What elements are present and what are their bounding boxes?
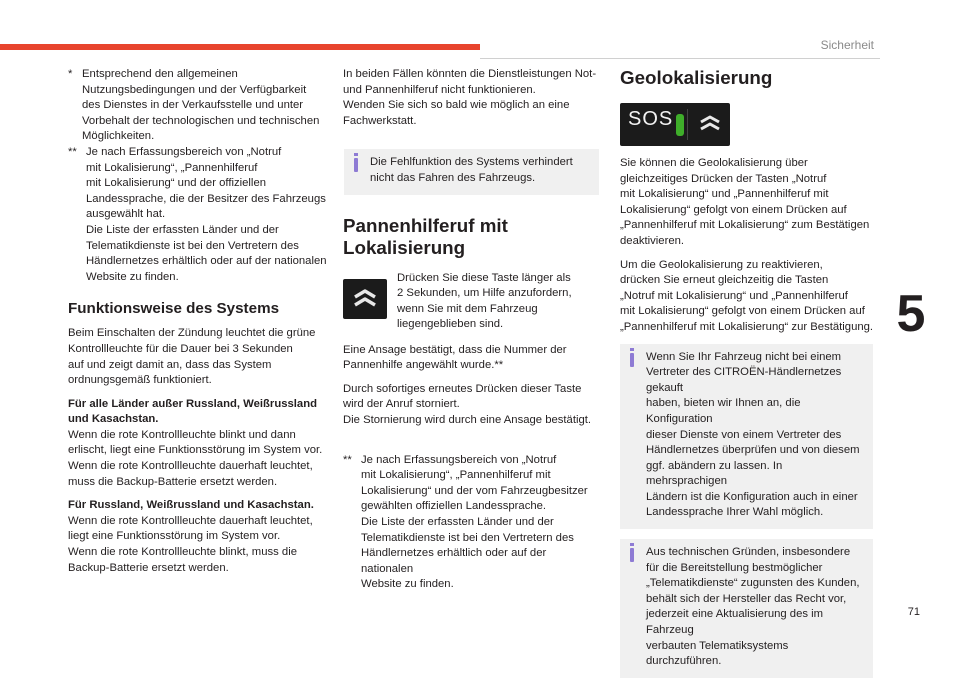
footnote-2 [68,145,333,285]
citroen-chevrons-icon [343,279,387,319]
info-icon [630,353,634,367]
info-icon [354,158,358,172]
text-line: Die Fehlfunktion des Systems verhindert [370,156,573,169]
text-line: wird der Anruf storniert. [343,398,460,411]
info-note [620,344,873,530]
text-line: deaktivieren. [620,234,685,247]
heading-pannenhilferuf: Pannenhilferuf mit Lokalisierung [343,214,508,258]
header-accent-bar [0,44,480,50]
text-line: drücken Sie erneut gleichzeitig die Tasten [620,274,829,287]
sos-label: SOS [628,108,674,130]
text-line: Aus technischen Gründen, insbesondere [646,546,851,559]
text-line: Wenn die rote Kontrollleuchte blinkt, muss die [68,546,297,559]
led-indicator-icon [676,114,684,136]
text-line: ausgewählt hat. [86,208,166,221]
text-line: Die Liste der erfassten Länder und der [361,515,554,528]
sos-button-panel-icon [620,103,730,146]
text-line: ggf. abändern zu lassen. In mehrsprachigen [646,459,783,488]
text-line: Ländern ist die Konfiguration auch in einer [646,490,858,503]
text-line: In beiden Fällen könnten die Dienstleistungen Not- [343,68,597,80]
text-line: Website zu finden. [86,270,179,283]
footnote-marker: ** [68,145,77,158]
footnote [343,453,598,593]
text-line: Wenden Sie sich so bald wie möglich an eine [343,99,570,112]
footnote-marker: * [68,68,73,80]
column-right [620,67,874,678]
text-line: Backup-Batterie ersetzt werden. [68,561,229,574]
text-line: Lokalisierung“ und der vom Fahrzeugbesitzer [361,484,588,497]
note-text [646,545,863,670]
text-line: für die Bereitstellung bestmöglicher [646,561,823,574]
text-line: verbauten Telematiksystems durchzuführen. [646,639,789,668]
text-line: 2 Sekunden, um Hilfe anzufordern, [397,287,572,300]
text-line: Eine Ansage bestätigt, dass die Nummer der [343,343,567,356]
text-line: Je nach Erfassungsbereich von „Notruf [361,453,557,466]
text-line: „Pannenhilferuf mit Lokalisierung“ zur Bestätigung. [620,320,874,333]
text-line: Entsprechend den allgemeinen [82,68,238,80]
paragraph [620,258,874,336]
text-line: mit Lokalisierung“ gefolgt von einem Drücken auf [620,305,865,318]
note-text [370,155,589,186]
text-line: Wenn Sie Ihr Fahrzeug nicht bei einem [646,350,842,363]
text-line: ordnungsgemäß funktioniert. [68,374,212,387]
footnote-text [82,67,333,145]
text-line: „Pannenhilferuf mit Lokalisierung“ zum Bestätigen [620,219,870,232]
footnote-text [86,145,333,285]
info-note [620,539,873,678]
text-line: erlischt, liegt eine Funktionsstörung im System vor. [68,444,323,457]
text-line: Für alle Länder außer Russland, Weißrussland [68,397,318,410]
text-line: haben, bieten wir Ihnen an, die Konfiguration [646,397,801,425]
page-number: 71 [907,606,920,618]
text-line: wenn Sie mit dem Fahrzeug [397,302,538,315]
text-line: Kontrollleuchte für die Dauer bei 3 Sekunden [68,342,293,355]
header-divider [480,58,880,59]
bold-subheading [68,498,333,514]
footnote-marker: ** [343,453,352,466]
text-line: mit Lokalisierung“ und „Pannenhilferuf mit [620,188,829,201]
paragraph [343,67,598,129]
button-instruction [397,271,597,333]
text-line: Drücken Sie diese Taste länger als [397,271,571,284]
text-line: Website zu finden. [361,578,454,591]
text-line: liegengeblieben sind. [397,318,504,331]
info-note [344,149,599,194]
text-line: Vertreter des CITROËN-Händlernetzes gekauft [646,366,842,394]
text-line: Nutzungsbedingungen und der Verfügbarkeit [82,83,307,96]
text-line: Die Liste der erfassten Länder und der [86,223,279,236]
paragraph [68,326,333,388]
paragraph [620,156,874,250]
text-line: gleichzeitiges Drücken der Tasten „Notruf [620,172,827,185]
paragraph [68,514,333,576]
text-line: Wenn die rote Kontrollleuchte dauerhaft leuchtet, [68,514,313,527]
note-text [646,350,863,522]
button-description [343,273,598,331]
text-line: Wenn die rote Kontrollleuchte dauerhaft leuchtet, [68,460,313,473]
paragraph [343,382,598,429]
text-line: Lokalisierung“ gefolgt von einem Drücken auf [620,203,847,216]
text-line: dieser Dienste von einem Vertreter des [646,428,842,441]
text-line: Je nach Erfassungsbereich von „Notruf [86,145,282,158]
text-line: nicht das Fahren des Fahrzeugs. [370,171,536,184]
text-line: liegt eine Funktionsstörung im System vor. [68,530,281,543]
column-left [68,67,333,584]
assistance-button-icon [343,279,387,319]
text-line: Telematikdienste ist bei den Vertretern des [86,239,299,252]
citroen-chevrons-icon [694,109,726,140]
heading-funktionsweise: Funktionsweise des Systems [68,300,280,318]
column-middle [343,67,598,593]
text-line: Möglichkeiten. [82,130,155,143]
text-line: Die Stornierung wird durch eine Ansage bestätigt. [343,413,592,426]
text-line: „Notruf mit Lokalisierung“ und „Pannenhilferuf [620,289,848,302]
text-line: Händlernetzes erhältlich oder auf der nationalen [86,255,327,268]
text-line: Sie können die Geolokalisierung über [620,157,808,169]
text-line: behält sich der Hersteller das Recht vor, [646,592,847,605]
info-icon [630,548,634,562]
text-line: mit Lokalisierung“ und der offiziellen [86,177,267,190]
text-line: mit Lokalisierung“, „Pannenhilferuf mit [361,469,551,482]
section-title: Sicherheit [820,38,874,52]
text-line: und Pannenhilferuf nicht funktionieren. [343,83,536,96]
text-line: Landessprache Ihrer Wahl möglich. [646,506,824,519]
text-line: jederzeit eine Aktualisierung des im Fahrzeug [646,608,824,637]
text-line: Durch sofortiges erneutes Drücken dieser Taste [343,382,582,395]
text-line: Vorbehalt der technologischen und technischen [82,114,320,127]
text-line: Pannenhilfe angewählt wurde.** [343,359,504,372]
text-line: muss die Backup-Batterie ersetzt werden. [68,475,278,488]
text-line: Wenn die rote Kontrollleuchte blinkt und dann [68,428,296,441]
heading-geolokalisierung: Geolokalisierung [620,67,773,88]
text-line: Händlernetzes erhältlich oder auf der nationalen [361,547,547,575]
text-line: Händlernetzes überprüfen und von diesem [646,444,860,457]
chapter-number: 5 [896,285,926,343]
text-line: Landessprache, die der Besitzer des Fahrzeugs [86,192,326,205]
text-line: Für Russland, Weißrussland und Kasachstan. [68,499,314,512]
panel-divider [687,109,688,140]
text-line: des Dienstes in der Verkaufsstelle und unter [82,99,304,112]
footnote-text [361,453,598,593]
text-line: und Kasachstan. [68,413,159,426]
text-line: „Telematikdienste“ zugunsten des Kunden, [646,577,860,590]
paragraph [343,343,598,374]
text-line: auf und zeigt damit an, dass das System [68,358,272,371]
footnote-1 [68,67,333,145]
text-line: Um die Geolokalisierung zu reaktivieren, [620,258,823,271]
paragraph [68,428,333,490]
text-line: Telematikdienste ist bei den Vertretern des [361,531,574,544]
bold-subheading [68,397,333,428]
text-line: gewählten offiziellen Landessprache. [361,500,547,513]
text-line: mit Lokalisierung“, „Pannenhilferuf [86,161,258,174]
text-line: Fachwerkstatt. [343,114,417,127]
text-line: Beim Einschalten der Zündung leuchtet die grüne [68,327,316,340]
